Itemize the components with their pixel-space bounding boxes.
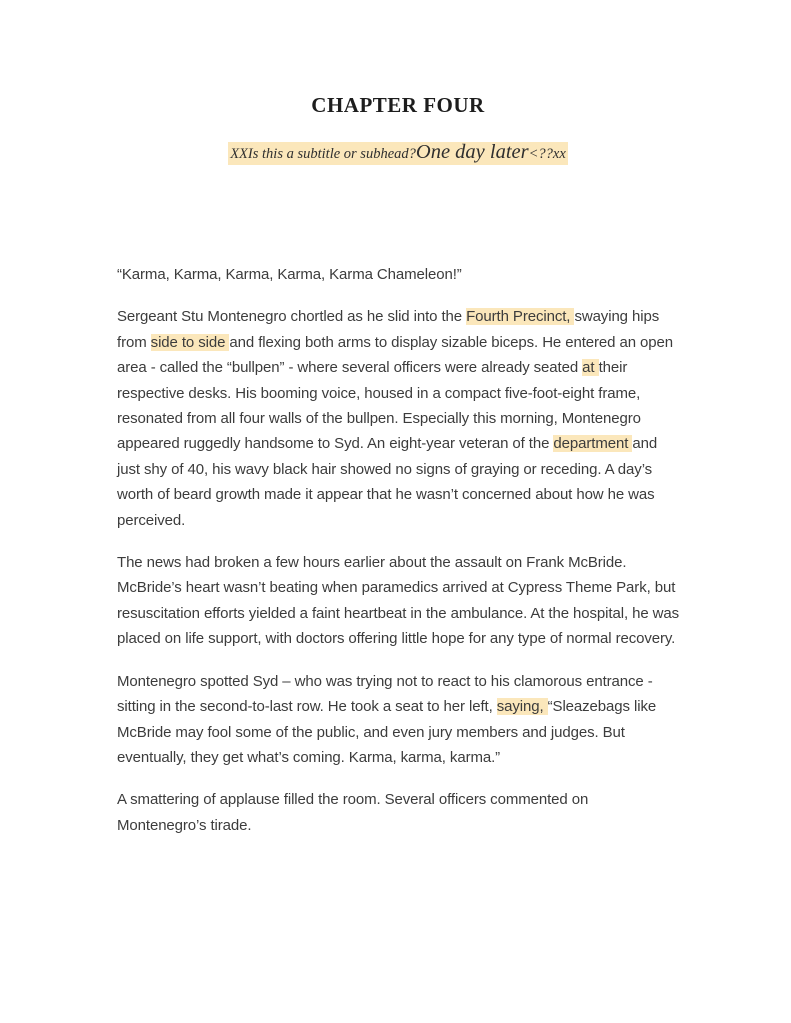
subtitle-prefix: XXIs this a subtitle or subhead? (230, 146, 416, 162)
subtitle-main: One day later (415, 141, 529, 163)
highlighted-text: Fourth Precinct, (466, 308, 575, 326)
highlighted-text: side to side (150, 333, 230, 351)
subtitle-suffix: <??xx (528, 146, 566, 162)
text-run: their respective desks. His booming voice, housed in a compact five-foot-eight frame, resonated from all four walls of the bullpen. Especially this morning, Montenegro appeared ruggedly handsome to Syd. An eight-year veteran of the (117, 359, 641, 453)
page-content (117, 0, 679, 855)
subtitle-row (117, 138, 679, 166)
paragraph (117, 262, 679, 287)
highlighted-text: saying, (496, 698, 548, 716)
paragraph (117, 304, 679, 533)
text-run: and just shy of 40, his wavy black hair showed no signs of graying or receding. A day’s worth of beard growth made it appear that he wasn’t concerned about how he was perceived. (117, 435, 658, 529)
body-paragraphs (117, 262, 679, 838)
text-run: and flexing both arms to display sizable biceps. He entered an open area - called the “bullpen” - where several officers were already seated (117, 333, 674, 377)
highlighted-text: at (582, 359, 599, 377)
subtitle-highlighted (228, 142, 568, 165)
text-run: The news had broken a few hours earlier about the assault on Frank McBride. McBride’s heart wasn’t beating when paramedics arrived at Cypress Theme Park, but resuscitation efforts yielded a faint heartbeat in the ambulance. At the hospital, he was placed on life support, with doctors offering little hope for any type of normal recovery. (117, 554, 680, 648)
paragraph (117, 550, 679, 652)
text-run: “Sleazebags like McBride may fool some of the public, and even jury members and judges. But eventually, they get what’s coming. Karma, karma, karma.” (117, 698, 657, 766)
highlighted-text: department (553, 435, 633, 453)
chapter-title: CHAPTER FOUR (311, 93, 485, 117)
text-run: “Karma, Karma, Karma, Karma, Karma Chameleon!” (117, 266, 462, 283)
text-run: swaying hips from (117, 308, 660, 351)
paragraph (117, 787, 679, 838)
text-run: Sergeant Stu Montenegro chortled as he slid into the (117, 308, 467, 326)
text-run: Montenegro spotted Syd – who was trying not to react to his clamorous entrance - sitting in the second-to-last row. He took a seat to her left, (117, 672, 653, 716)
paragraph (117, 669, 679, 771)
text-run: A smattering of applause filled the room. Several officers commented on Montenegro’s tirade. (117, 791, 589, 834)
